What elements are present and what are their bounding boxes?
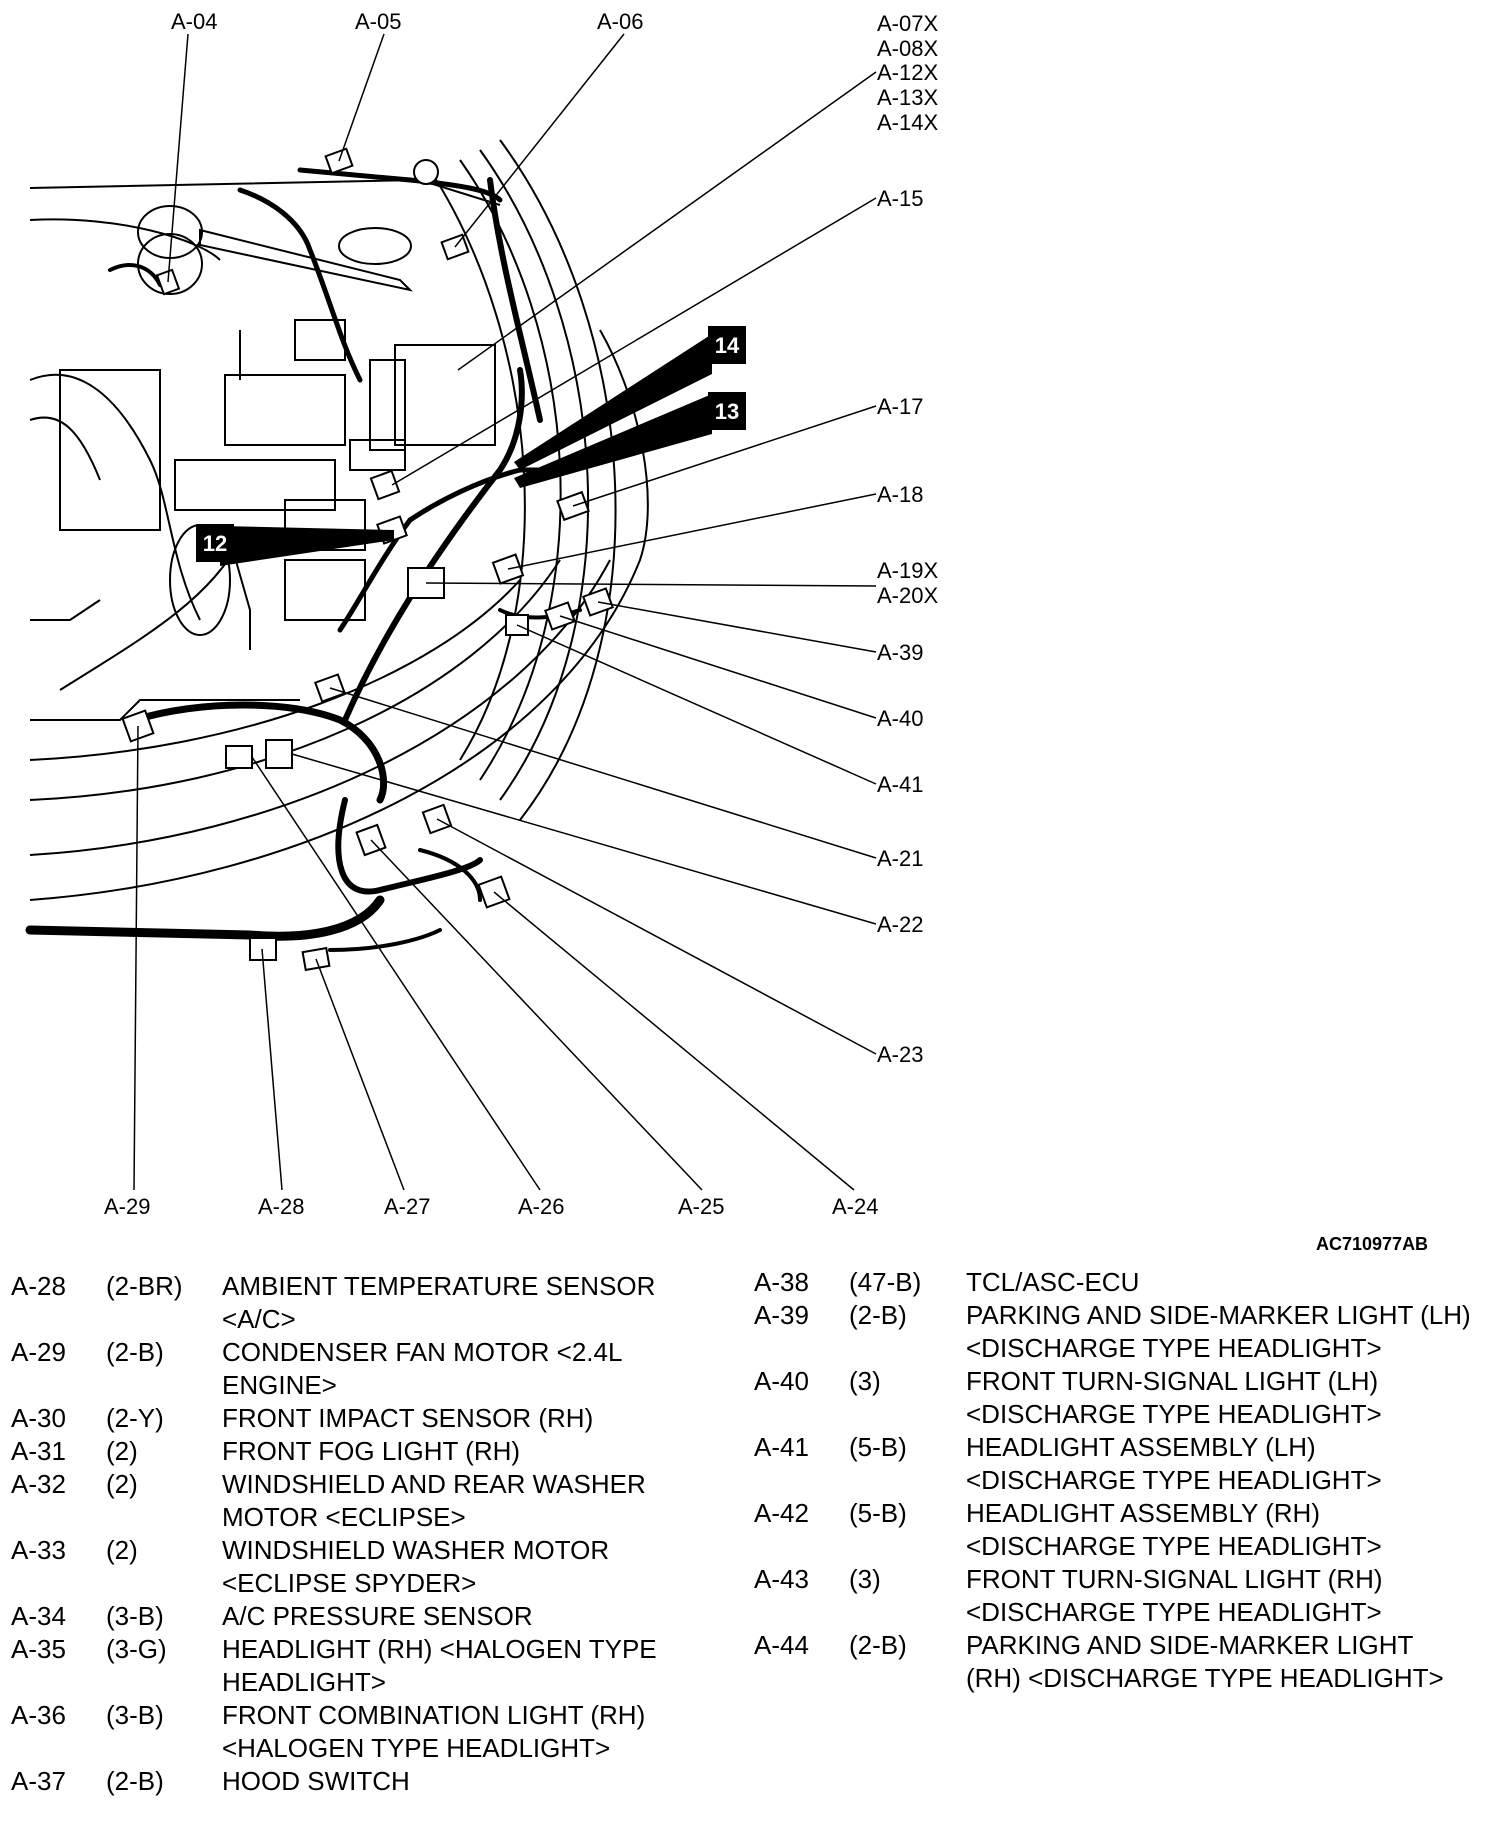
callout-a-26: A-26 (518, 1194, 565, 1219)
legend-connector-code: A-28 (11, 1271, 66, 1301)
legend-connector-code: A-41 (754, 1432, 809, 1462)
legend-row (11, 1633, 731, 1699)
callout-a-39: A-39 (877, 640, 924, 665)
callout-a-06: A-06 (597, 9, 644, 34)
legend-row (11, 1270, 731, 1336)
callout-a-20x: A-20X (877, 583, 939, 608)
legend-pin-spec: (2-B) (106, 1766, 164, 1796)
legend-pin-spec: (3-B) (106, 1601, 164, 1631)
legend-description: HEADLIGHT ASSEMBLY (RH) <DISCHARGE TYPE HEADLIGHT> (966, 1498, 1382, 1561)
legend-row (11, 1402, 731, 1435)
legend-description: HEADLIGHT ASSEMBLY (LH) <DISCHARGE TYPE HEADLIGHT> (966, 1432, 1382, 1495)
legend-pin-spec: (3-G) (106, 1634, 167, 1664)
legend-row (754, 1431, 1474, 1497)
legend-connector-code: A-31 (11, 1436, 66, 1466)
legend-description: A/C PRESSURE SENSOR (222, 1601, 533, 1631)
legend-connector-code: A-43 (754, 1564, 809, 1594)
legend-connector-code: A-30 (11, 1403, 66, 1433)
callout-a-08x: A-08X (877, 36, 939, 61)
legend-row (11, 1600, 731, 1633)
callout-a-18: A-18 (877, 482, 924, 507)
legend-connector-code: A-44 (754, 1630, 809, 1660)
legend-row (11, 1699, 731, 1765)
legend-description: HEADLIGHT (RH) <HALOGEN TYPE HEADLIGHT> (222, 1634, 657, 1697)
callout-a-24: A-24 (832, 1194, 879, 1219)
callout-a-07x: A-07X (877, 11, 939, 36)
legend-pin-spec: (5-B) (849, 1498, 907, 1528)
figure-id: AC710977AB (1316, 1234, 1429, 1254)
callout-a-41: A-41 (877, 772, 924, 797)
vehicle-outline (30, 140, 648, 900)
legend-pin-spec: (2-Y) (106, 1403, 164, 1433)
marker-box-13: 13 (714, 399, 740, 424)
legend-row (754, 1629, 1474, 1695)
connector-legend-left (11, 1270, 731, 1798)
legend-row (11, 1534, 731, 1600)
legend-pin-spec: (2-B) (106, 1337, 164, 1367)
legend-pin-spec: (3-B) (106, 1700, 164, 1730)
legend-description: FRONT IMPACT SENSOR (RH) (222, 1403, 594, 1433)
callout-a-21: A-21 (877, 846, 924, 871)
legend-row (11, 1435, 731, 1468)
legend-row (11, 1336, 731, 1402)
callout-a-23: A-23 (877, 1042, 924, 1067)
legend-row (754, 1266, 1474, 1299)
legend-pin-spec: (3) (849, 1366, 881, 1396)
legend-connector-code: A-36 (11, 1700, 66, 1730)
callout-a-12x: A-12X (877, 60, 939, 85)
legend-description: FRONT TURN-SIGNAL LIGHT (LH) <DISCHARGE TYPE HEADLIGHT> (966, 1366, 1382, 1429)
legend-description: FRONT FOG LIGHT (RH) (222, 1436, 521, 1466)
callout-a-25: A-25 (678, 1194, 725, 1219)
legend-pin-spec: (2) (106, 1535, 138, 1565)
callout-a-40: A-40 (877, 706, 924, 731)
callout-a-15: A-15 (877, 186, 924, 211)
legend-row (754, 1497, 1474, 1563)
callout-a-22: A-22 (877, 912, 924, 937)
callout-a-27: A-27 (384, 1194, 431, 1219)
legend-pin-spec: (2-BR) (106, 1271, 183, 1301)
legend-connector-code: A-32 (11, 1469, 66, 1499)
legend-description: HOOD SWITCH (222, 1766, 410, 1796)
legend-row (754, 1563, 1474, 1629)
legend-description: PARKING AND SIDE-MARKER LIGHT (LH) <DISCHARGE TYPE HEADLIGHT> (966, 1300, 1471, 1363)
legend-description: WINDSHIELD WASHER MOTOR <ECLIPSE SPYDER> (222, 1535, 610, 1598)
legend-connector-code: A-34 (11, 1601, 66, 1631)
callout-a-05: A-05 (355, 9, 402, 34)
callout-a-04: A-04 (171, 9, 218, 34)
legend-pin-spec: (2) (106, 1436, 138, 1466)
legend-description: WINDSHIELD AND REAR WASHER MOTOR <ECLIPSE> (222, 1469, 646, 1532)
legend-connector-code: A-40 (754, 1366, 809, 1396)
legend-connector-code: A-35 (11, 1634, 66, 1664)
legend-row (11, 1765, 731, 1798)
legend-description: AMBIENT TEMPERATURE SENSOR <A/C> (222, 1271, 656, 1334)
legend-description: FRONT COMBINATION LIGHT (RH) <HALOGEN TYPE HEADLIGHT> (222, 1700, 646, 1763)
legend-pin-spec: (2-B) (849, 1300, 907, 1330)
callout-a-13x: A-13X (877, 85, 939, 110)
marker-box-12: 12 (202, 531, 228, 556)
legend-pin-spec: (3) (849, 1564, 881, 1594)
legend-pin-spec: (2) (106, 1469, 138, 1499)
legend-row (754, 1299, 1474, 1365)
callout-a-28: A-28 (258, 1194, 305, 1219)
legend-connector-code: A-33 (11, 1535, 66, 1565)
connector-legend-right (754, 1266, 1474, 1695)
legend-description: TCL/ASC-ECU (966, 1267, 1140, 1297)
callout-a-29: A-29 (104, 1194, 151, 1219)
callout-a-17: A-17 (877, 394, 924, 419)
callout-a-14x: A-14X (877, 110, 939, 135)
legend-pin-spec: (2-B) (849, 1630, 907, 1660)
legend-description: CONDENSER FAN MOTOR <2.4L ENGINE> (222, 1337, 622, 1400)
legend-description: FRONT TURN-SIGNAL LIGHT (RH) <DISCHARGE TYPE HEADLIGHT> (966, 1564, 1383, 1627)
legend-connector-code: A-38 (754, 1267, 809, 1297)
callout-a-19x: A-19X (877, 558, 939, 583)
legend-connector-code: A-42 (754, 1498, 809, 1528)
marker-box-14: 14 (714, 333, 740, 358)
legend-pin-spec: (5-B) (849, 1432, 907, 1462)
legend-connector-code: A-37 (11, 1766, 66, 1796)
legend-connector-code: A-39 (754, 1300, 809, 1330)
legend-pin-spec: (47-B) (849, 1267, 922, 1297)
legend-row (754, 1365, 1474, 1431)
legend-connector-code: A-29 (11, 1337, 66, 1367)
legend-row (11, 1468, 731, 1534)
marker-wedges (220, 334, 712, 566)
legend-description: PARKING AND SIDE-MARKER LIGHT (RH) <DISCHARGE TYPE HEADLIGHT> (966, 1630, 1444, 1693)
